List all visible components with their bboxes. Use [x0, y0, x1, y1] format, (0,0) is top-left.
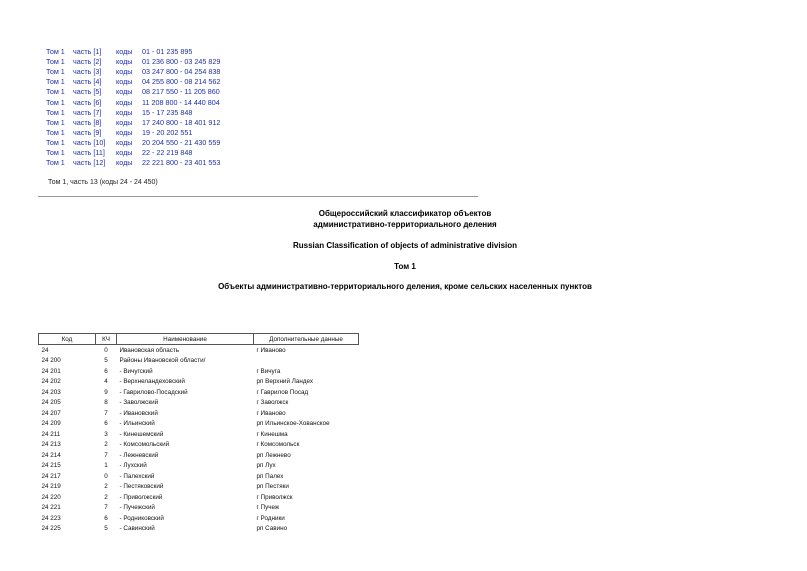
cell-extra: рп Палех — [256, 472, 284, 480]
table-row — [39, 408, 359, 419]
volume-label: Том 1 — [46, 97, 65, 107]
cell-code: 24 215 — [41, 462, 61, 470]
table-row — [39, 429, 359, 440]
table-row — [39, 482, 359, 493]
cell-code: 24 220 — [41, 493, 61, 501]
part-label: часть [2] — [73, 57, 102, 67]
cell-kch: 6 — [104, 420, 108, 428]
cell-name: - Палехский — [119, 472, 155, 480]
cell-code: 24 217 — [41, 472, 61, 480]
table-row — [39, 450, 359, 461]
volume-label: Том 1 — [46, 57, 65, 67]
cell-extra: г Родники — [256, 514, 285, 522]
code-range: 19 - 20 202 551 — [142, 127, 193, 137]
cell-extra: г Гаврилов Посад — [256, 388, 309, 396]
cell-name: - Ильинский — [119, 420, 155, 428]
table-row — [39, 513, 359, 524]
part-label: часть [6] — [73, 97, 102, 107]
cell-code: 24 209 — [41, 420, 61, 428]
cell-extra: г Иваново — [256, 346, 286, 354]
part-label: часть [10] — [73, 137, 106, 147]
codes-label: коды — [116, 148, 133, 157]
current-part-label: Том 1, часть 13 (коды 24 - 24 450) — [48, 179, 158, 186]
cell-name: - Родниковский — [119, 514, 164, 522]
cell-name: - Лухский — [119, 462, 147, 470]
code-range: 04 255 800 - 08 214 562 — [142, 77, 221, 87]
code-range: 11 208 800 - 14 440 804 — [142, 97, 220, 107]
volume-label: Том 1 — [46, 117, 65, 127]
volume-title: Том 1 — [394, 262, 416, 271]
volume-label: Том 1 — [46, 47, 65, 56]
codes-label: коды — [116, 87, 133, 97]
table-row — [39, 440, 359, 451]
table-row — [39, 345, 359, 356]
title-ru-line2: административно-территориального деления — [313, 220, 497, 229]
cell-name: - Комсомольский — [119, 441, 170, 449]
volume-label: Том 1 — [46, 87, 65, 97]
table-row — [39, 356, 359, 367]
cell-code: 24 205 — [41, 399, 61, 407]
codes-label: коды — [116, 158, 133, 168]
cell-kch: 0 — [104, 346, 108, 354]
part-label: часть [5] — [73, 87, 102, 97]
cell-extra: г Вичуга — [256, 367, 281, 375]
codes-label: коды — [116, 57, 133, 67]
cell-kch: 6 — [104, 514, 108, 522]
codes-label: коды — [116, 127, 133, 137]
cell-code: 24 207 — [41, 409, 61, 417]
volume-label: Том 1 — [46, 137, 65, 147]
cell-code: 24 202 — [41, 378, 61, 386]
code-range: 15 - 17 235 848 — [142, 107, 193, 117]
title-en: Russian Classification of objects of administrative division — [292, 241, 518, 250]
codes-label: коды — [116, 67, 133, 77]
separator-line — [38, 196, 478, 197]
cell-extra: г Иваново — [256, 409, 286, 417]
volume-label: Том 1 — [46, 148, 65, 157]
table-body — [39, 345, 359, 535]
cell-kch: 2 — [104, 493, 108, 501]
table-row — [39, 503, 359, 514]
code-range: 22 221 800 - 23 401 553 — [142, 158, 221, 168]
document-subtitle: Объекты административно-территориального деления, кроме сельских населенных пунктов — [218, 282, 592, 291]
cell-code: 24 203 — [41, 388, 61, 396]
cell-extra — [254, 356, 359, 367]
table-row — [39, 366, 359, 377]
cell-extra: рп Савино — [256, 525, 288, 533]
part-label: часть [4] — [73, 77, 102, 87]
cell-name: - Вичугский — [119, 367, 153, 375]
code-range: 01 236 800 - 03 245 829 — [142, 57, 221, 67]
table-header-row — [39, 334, 359, 345]
cell-name: - Приволжский — [119, 493, 163, 501]
cell-name: - Лежневский — [119, 451, 159, 459]
cell-kch: 7 — [104, 409, 108, 417]
cell-name: - Пучежский — [119, 504, 155, 512]
part-label: часть [9] — [73, 127, 102, 137]
cell-extra: рп Ильинское-Хованское — [256, 420, 330, 428]
table-row — [39, 524, 359, 535]
volume-label: Том 1 — [46, 107, 65, 117]
title-ru-line1: Общероссийский классификатор объектов — [318, 209, 492, 218]
column-header-code: Код — [39, 334, 96, 345]
cell-name: - Заволжский — [119, 399, 159, 407]
cell-extra: г Пучеж — [256, 504, 280, 512]
code-range: 22 - 22 219 848 — [142, 148, 193, 157]
column-header-name: Наименование — [117, 334, 254, 345]
cell-extra: рп Лежнево — [256, 451, 291, 459]
part-label: часть [7] — [73, 107, 102, 117]
cell-kch: 3 — [104, 430, 108, 438]
codes-label: коды — [116, 137, 133, 147]
cell-kch: 4 — [104, 378, 108, 386]
cell-extra: рп Верхний Ландех — [256, 378, 314, 386]
cell-name: - Савинский — [119, 525, 155, 533]
cell-kch: 1 — [104, 462, 108, 470]
column-header-kch: КЧ — [96, 334, 117, 345]
code-range: 01 - 01 235 895 — [142, 47, 193, 56]
cell-extra: г Комсомольск — [256, 441, 300, 449]
code-range: 03 247 800 - 04 254 838 — [142, 67, 221, 77]
codes-label: коды — [116, 117, 133, 127]
cell-name: Ивановская область — [119, 346, 180, 354]
cell-extra: рп Пестяки — [256, 483, 289, 491]
code-range: 17 240 800 - 18 401 912 — [142, 117, 221, 127]
cell-name: - Кинешемский — [119, 430, 164, 438]
cell-code: 24 225 — [41, 525, 61, 533]
table-row — [39, 419, 359, 430]
volume-label: Том 1 — [46, 77, 65, 87]
code-range: 08 217 550 - 11 205 860 — [142, 87, 220, 97]
cell-kch: 9 — [104, 388, 108, 396]
cell-extra: г Приволжск — [256, 493, 293, 501]
cell-name: - Гаврилово-Посадский — [119, 388, 188, 396]
cell-extra: рп Лух — [256, 462, 276, 470]
cell-code: 24 201 — [41, 367, 61, 375]
table-row — [39, 398, 359, 409]
cell-kch: 7 — [104, 504, 108, 512]
codes-label: коды — [116, 77, 133, 87]
column-header-extra: Дополнительные данные — [254, 334, 359, 345]
cell-code: 24 221 — [41, 504, 61, 512]
codes-label: коды — [116, 107, 133, 117]
part-label: часть [12] — [73, 158, 106, 168]
cell-code: 24 213 — [41, 441, 61, 449]
cell-name: - Пестяковский — [119, 483, 164, 491]
volume-label: Том 1 — [46, 67, 65, 77]
part-label: часть [8] — [73, 117, 102, 127]
classifier-table — [38, 333, 359, 534]
table-row — [39, 492, 359, 503]
codes-label: коды — [116, 97, 133, 107]
volume-label: Том 1 — [46, 158, 65, 168]
cell-code: 24 214 — [41, 451, 61, 459]
cell-kch: 8 — [104, 399, 108, 407]
cell-kch: 6 — [104, 367, 108, 375]
part-label: часть [11] — [73, 148, 105, 157]
table-row — [39, 471, 359, 482]
table-row — [39, 387, 359, 398]
cell-code: 24 211 — [41, 430, 61, 438]
cell-code: 24 219 — [41, 483, 61, 491]
cell-kch: 7 — [104, 451, 108, 459]
part-label: часть [1] — [73, 47, 102, 56]
table-row — [39, 377, 359, 388]
code-range: 20 204 550 - 21 430 559 — [142, 137, 221, 147]
volume-label: Том 1 — [46, 127, 65, 137]
cell-name: - Ивановский — [119, 409, 158, 417]
cell-code: 24 200 — [41, 357, 61, 365]
cell-extra: г Кинешма — [256, 430, 288, 438]
codes-label: коды — [116, 47, 133, 56]
part-label: часть [3] — [73, 67, 102, 77]
cell-kch: 5 — [104, 357, 108, 365]
cell-name: - Верхнеландеховский — [119, 378, 185, 386]
cell-kch: 0 — [104, 472, 108, 480]
cell-name: Районы Ивановской области/ — [119, 357, 206, 365]
cell-code: 24 — [41, 346, 49, 354]
cell-extra: г Заволжск — [256, 399, 289, 407]
cell-kch: 2 — [104, 441, 108, 449]
cell-code: 24 223 — [41, 514, 61, 522]
cell-kch: 2 — [104, 483, 108, 491]
cell-kch: 5 — [104, 525, 108, 533]
table-row — [39, 461, 359, 472]
